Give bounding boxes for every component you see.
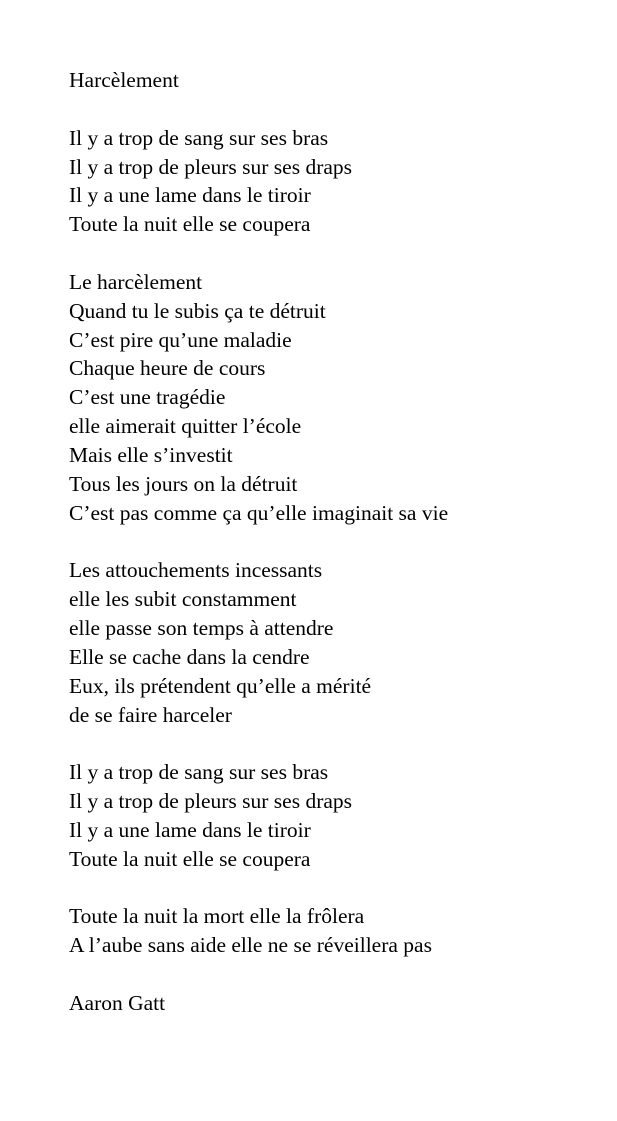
poem-line: Le harcèlement <box>69 269 203 294</box>
poem-author: Aaron Gatt <box>69 991 166 1015</box>
poem-line: Il y a une lame dans le tiroir <box>69 817 311 842</box>
poem-line: elle les subit constamment <box>69 587 297 612</box>
poem-line: Il y a trop de pleurs sur ses draps <box>69 154 353 179</box>
poem-line: Tous les jours on la détruit <box>69 471 298 496</box>
stanza-spacer <box>69 960 609 989</box>
stanza-1 <box>69 124 609 239</box>
poem-line: Quand tu le subis ça te détruit <box>69 298 326 323</box>
poem-line: de se faire harceler <box>69 702 232 727</box>
poem-line: elle passe son temps à attendre <box>69 616 334 641</box>
stanza-spacer <box>69 95 609 124</box>
poem-title: Harcèlement <box>69 68 179 92</box>
stanza-spacer <box>69 874 609 903</box>
poem-line: Il y a trop de pleurs sur ses draps <box>69 789 353 814</box>
poem-line: Eux, ils prétendent qu’elle a mérité <box>69 673 372 698</box>
poem-line: C’est pas comme ça qu’elle imaginait sa vie <box>69 500 449 525</box>
stanza-spacer <box>69 729 609 758</box>
poem-line: elle aimerait quitter l’école <box>69 414 302 439</box>
poem-line: Toute la nuit elle se coupera <box>69 212 311 237</box>
poem-line: Elle se cache dans la cendre <box>69 644 310 669</box>
stanza-3 <box>69 556 609 729</box>
stanza-4 <box>69 758 609 873</box>
poem-line: C’est une tragédie <box>69 385 226 410</box>
poem-line: Toute la nuit la mort elle la frôlera <box>69 904 365 929</box>
poem-line: Les attouchements incessants <box>69 558 323 583</box>
stanza-spacer <box>69 528 609 557</box>
poem-line: A l’aube sans aide elle ne se réveillera pas <box>69 933 432 958</box>
poem <box>69 66 609 1018</box>
poem-line: Il y a trop de sang sur ses bras <box>69 760 329 785</box>
poem-line: Chaque heure de cours <box>69 356 266 381</box>
poem-line: Mais elle s’investit <box>69 442 233 467</box>
poem-line: Il y a trop de sang sur ses bras <box>69 125 329 150</box>
stanza-5 <box>69 902 609 960</box>
stanza-spacer <box>69 239 609 268</box>
poem-line: C’est pire qu’une maladie <box>69 327 292 352</box>
stanza-2 <box>69 268 609 528</box>
poem-line: Toute la nuit elle se coupera <box>69 846 311 871</box>
poem-line: Il y a une lame dans le tiroir <box>69 183 311 208</box>
